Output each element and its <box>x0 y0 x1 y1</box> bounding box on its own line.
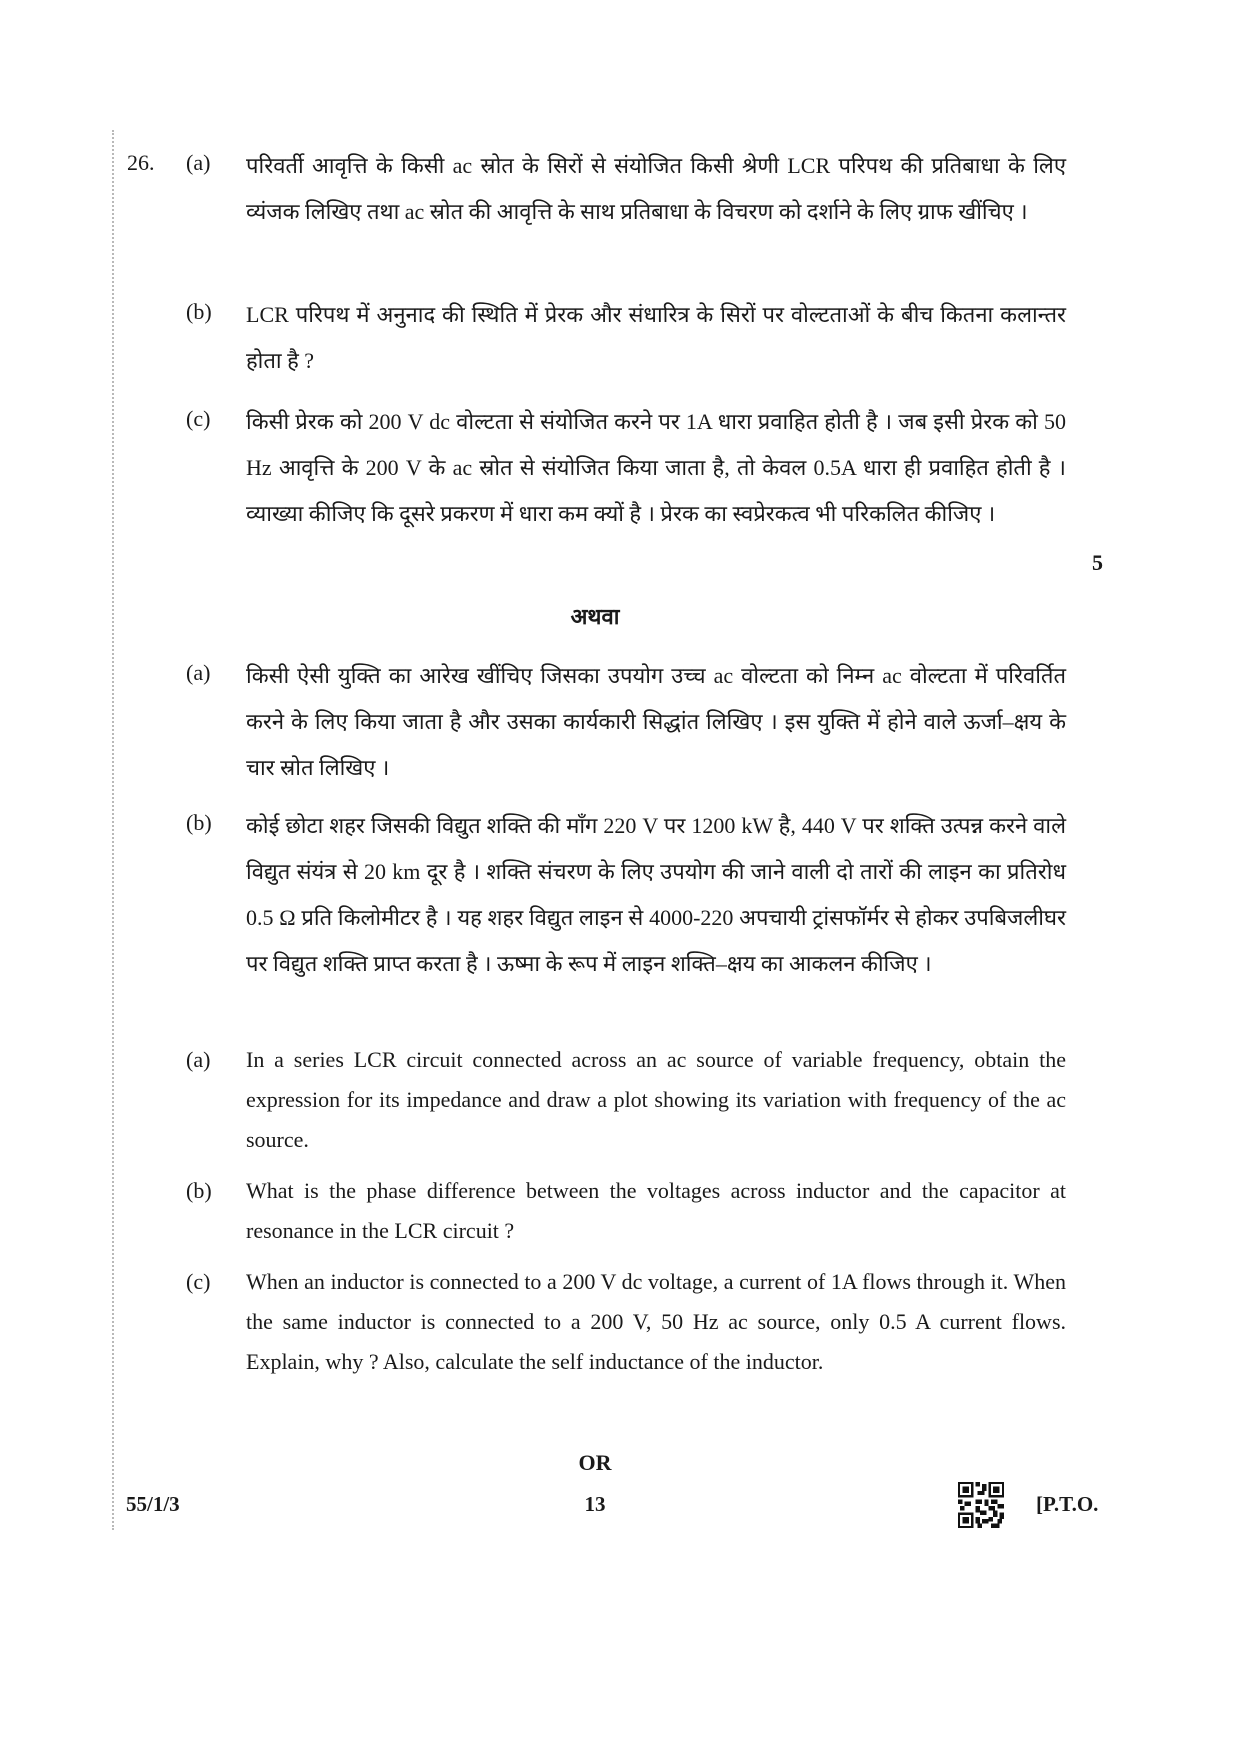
paper-code: 55/1/3 <box>126 1492 180 1516</box>
hindi-part-c-label: (c) <box>186 406 211 431</box>
hindi-part-a-text: परिवर्ती आवृत्ति के किसी ac स्रोत के सिरों से संयोजित किसी श्रेणी LCR परिपथ की प्रतिबाधा के लिए व्यंजक लिखिए तथा ac स्रोत की आवृत्ति के साथ प्रतिबाधा के विचरण को दर्शाने के लिए ग्राफ खींचिए । <box>246 153 1066 224</box>
hindi-alt-part-a-text: किसी ऐसी युक्ति का आरेख खींचिए जिसका उपयोग उच्च ac वोल्टता को निम्न ac वोल्टता में परिवर्तित करने के लिए किया जाता है और उसका कार्यकारी सिद्धांत लिखिए । इस युक्ति में होने वाले ऊर्जा–क्षय के चार स्रोत लिखिए । <box>246 663 1066 780</box>
hindi-alt-part-a-label: (a) <box>186 660 211 685</box>
hindi-part-b-label: (b) <box>186 299 212 324</box>
english-part-a-label: (a) <box>186 1047 211 1072</box>
english-part-a-text: In a series LCR circuit connected across an ac source of variable frequency, obtain the expression for its impedance and draw a plot showing its variation with frequency of the ac source. <box>246 1047 1066 1152</box>
english-part-b-text: What is the phase difference between the voltages across inductor and the capacitor at resonance in the LCR circuit ? <box>246 1178 1066 1243</box>
qr-code-icon <box>958 1482 1004 1528</box>
hindi-alt-part-b-text: कोई छोटा शहर जिसकी विद्युत शक्ति की माँग 220 V पर 1200 kW है, 440 V पर शक्ति उत्पन्न करने वाले विद्युत संयंत्र से 20 km दूर है । शक्ति संचरण के लिए उपयोग की जाने वाली दो तारों की लाइन का प्रतिरोध 0.5 Ω प्रति किलोमीटर है । यह शहर विद्युत लाइन से 4000-220 अपचायी ट्रांसफॉर्मर से होकर उपबिजलीघर पर विद्युत शक्ति प्राप्त करता है । ऊष्मा के रूप में लाइन शक्ति–क्षय का आकलन कीजिए । <box>246 813 1066 976</box>
english-part-c-text: When an inductor is connected to a 200 V dc voltage, a current of 1A flows through it. When the same inductor is connected to a 200 V, 50 Hz ac source, only 0.5 A current flows. Explain, why ? Also, calculate the self inductance of the inductor. <box>246 1269 1066 1374</box>
english-part-b-label: (b) <box>186 1178 212 1203</box>
or-label-hindi: अथवा <box>570 604 620 629</box>
hindi-part-a-label: (a) <box>186 150 211 175</box>
hindi-part-b-text: LCR परिपथ में अनुनाद की स्थिति में प्रेरक और संधारित्र के सिरों पर वोल्टताओं के बीच कितना कलान्तर होता है ? <box>246 302 1066 373</box>
english-part-c-label: (c) <box>186 1269 211 1294</box>
page-number: 13 <box>584 1492 606 1516</box>
hindi-alt-part-b-label: (b) <box>186 810 212 835</box>
marks: 5 <box>1092 550 1103 575</box>
please-turn-over: [P.T.O. <box>1036 1492 1099 1516</box>
or-label-english: OR <box>578 1450 612 1475</box>
hindi-part-c-text: किसी प्रेरक को 200 V dc वोल्टता से संयोजित करने पर 1A धारा प्रवाहित होती है । जब इसी प्रेरक को 50 Hz आवृत्ति के 200 V के ac स्रोत से संयोजित किया जाता है, तो केवल 0.5A धारा ही प्रवाहित होती है । व्याख्या कीजिए कि दूसरे प्रकरण में धारा कम क्यों है । प्रेरक का स्वप्रेरकत्व भी परिकलित कीजिए । <box>246 409 1066 526</box>
question-number: 26. <box>127 150 155 175</box>
margin-dotted-rule <box>112 130 114 1530</box>
